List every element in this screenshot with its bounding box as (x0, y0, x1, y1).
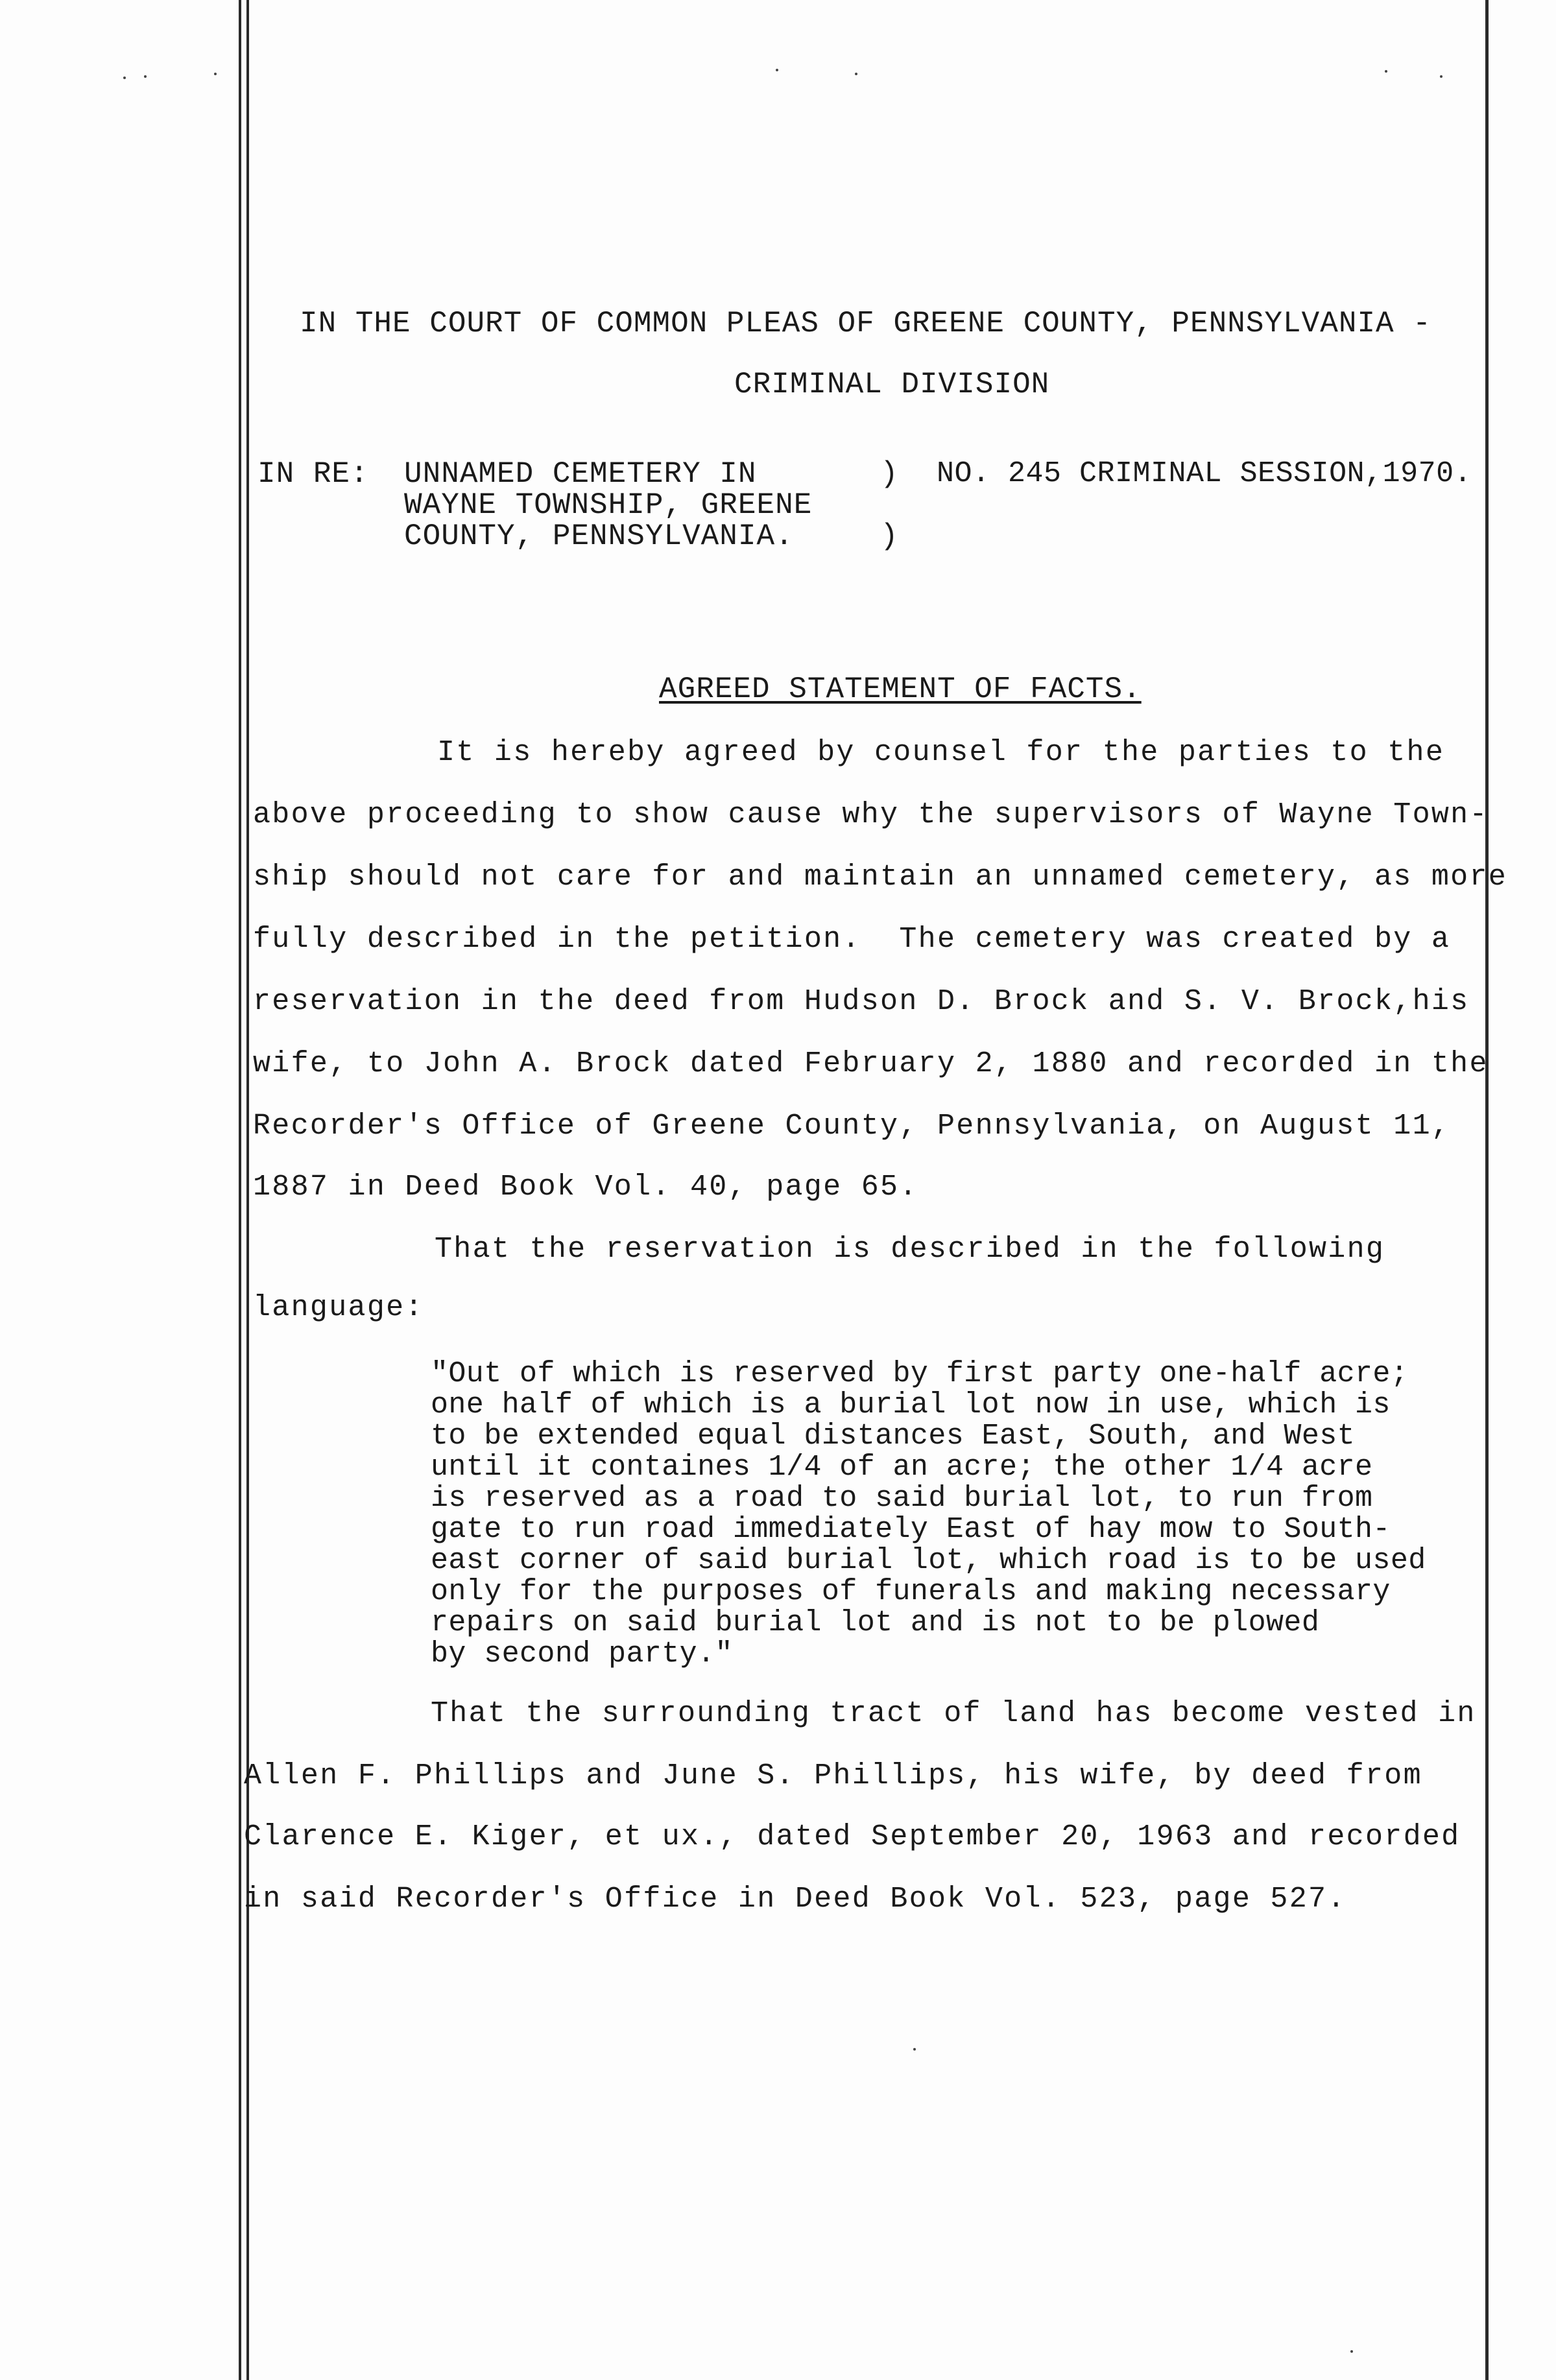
scan-speck (123, 77, 126, 79)
quotation-line: "Out of which is reserved by first party one-half acre; (431, 1357, 1409, 1390)
caption-paren-2: ) (880, 519, 899, 553)
quotation-line: by second party." (431, 1637, 733, 1671)
paragraph-3-line: That the surrounding tract of land has become vested in (431, 1697, 1476, 1730)
case-number: NO. 245 CRIMINAL SESSION,1970. (937, 457, 1472, 490)
court-header-line-1: IN THE COURT OF COMMON PLEAS OF GREENE COUNTY, PENNSYLVANIA - (300, 307, 1431, 340)
caption-subject-line-1: UNNAMED CEMETERY IN (404, 457, 757, 491)
quotation-line: until it containes 1/4 of an acre; the other 1/4 acre (431, 1451, 1373, 1484)
scan-speck (214, 73, 217, 75)
paragraph-1-line: reservation in the deed from Hudson D. Brock and S. V. Brock,his (253, 985, 1470, 1018)
paragraph-1-line: ship should not care for and maintain an unnamed cemetery, as more (253, 861, 1508, 894)
paragraph-1-line: Recorder's Office of Greene County, Pennsylvania, on August 11, (253, 1110, 1451, 1143)
paragraph-3-line: in said Recorder's Office in Deed Book Vol. 523, page 527. (244, 1883, 1347, 1916)
right-margin-rule (1485, 0, 1489, 2380)
quotation-line: only for the purposes of funerals and making necessary (431, 1575, 1391, 1608)
quotation-line: one half of which is a burial lot now in use, which is (431, 1388, 1391, 1422)
quotation-line: to be extended equal distances East, South, and West (431, 1420, 1356, 1453)
paragraph-3-line: Clarence E. Kiger, et ux., dated September 20, 1963 and recorded (244, 1820, 1461, 1853)
scan-speck (144, 75, 147, 78)
scan-speck (855, 73, 857, 75)
paragraph-2-line: That the reservation is described in the following (435, 1233, 1385, 1266)
paragraph-1-line: It is hereby agreed by counsel for the parties to the (437, 736, 1445, 769)
quotation-line: east corner of said burial lot, which road is to be used (431, 1544, 1426, 1577)
paragraph-1-line: wife, to John A. Brock dated February 2, 1880 and recorded in the (253, 1047, 1489, 1080)
scan-speck (776, 69, 778, 71)
paragraph-1-line: 1887 in Deed Book Vol. 40, page 65. (253, 1171, 918, 1204)
quotation-line: gate to run road immediately East of hay mow to South- (431, 1513, 1391, 1546)
court-header-line-2: CRIMINAL DIVISION (734, 368, 1050, 401)
quotation-line: is reserved as a road to said burial lot, to run from (431, 1482, 1373, 1515)
paragraph-1-line: above proceeding to show cause why the supervisors of Wayne Town- (253, 798, 1489, 831)
caption-subject-line-2: WAYNE TOWNSHIP, GREENE (404, 488, 813, 522)
in-re-label: IN RE: (257, 457, 369, 491)
quotation-line: repairs on said burial lot and is not to be plowed (431, 1606, 1320, 1639)
paragraph-2-line: language: (253, 1291, 424, 1324)
caption-subject-line-3: COUNTY, PENNSYLVANIA. (404, 519, 794, 553)
scan-speck (1350, 2350, 1353, 2353)
scan-speck (913, 2048, 916, 2051)
paragraph-3-line: Allen F. Phillips and June S. Phillips, his wife, by deed from (244, 1759, 1422, 1792)
scan-speck (1385, 70, 1387, 73)
caption-paren-1: ) (880, 457, 899, 491)
left-margin-rule-inner (246, 0, 249, 2380)
document-title: AGREED STATEMENT OF FACTS. (659, 672, 1142, 706)
paragraph-1-line: fully described in the petition. The cemetery was created by a (253, 923, 1451, 956)
scan-speck (1440, 75, 1442, 78)
left-margin-rule-outer (239, 0, 241, 2380)
